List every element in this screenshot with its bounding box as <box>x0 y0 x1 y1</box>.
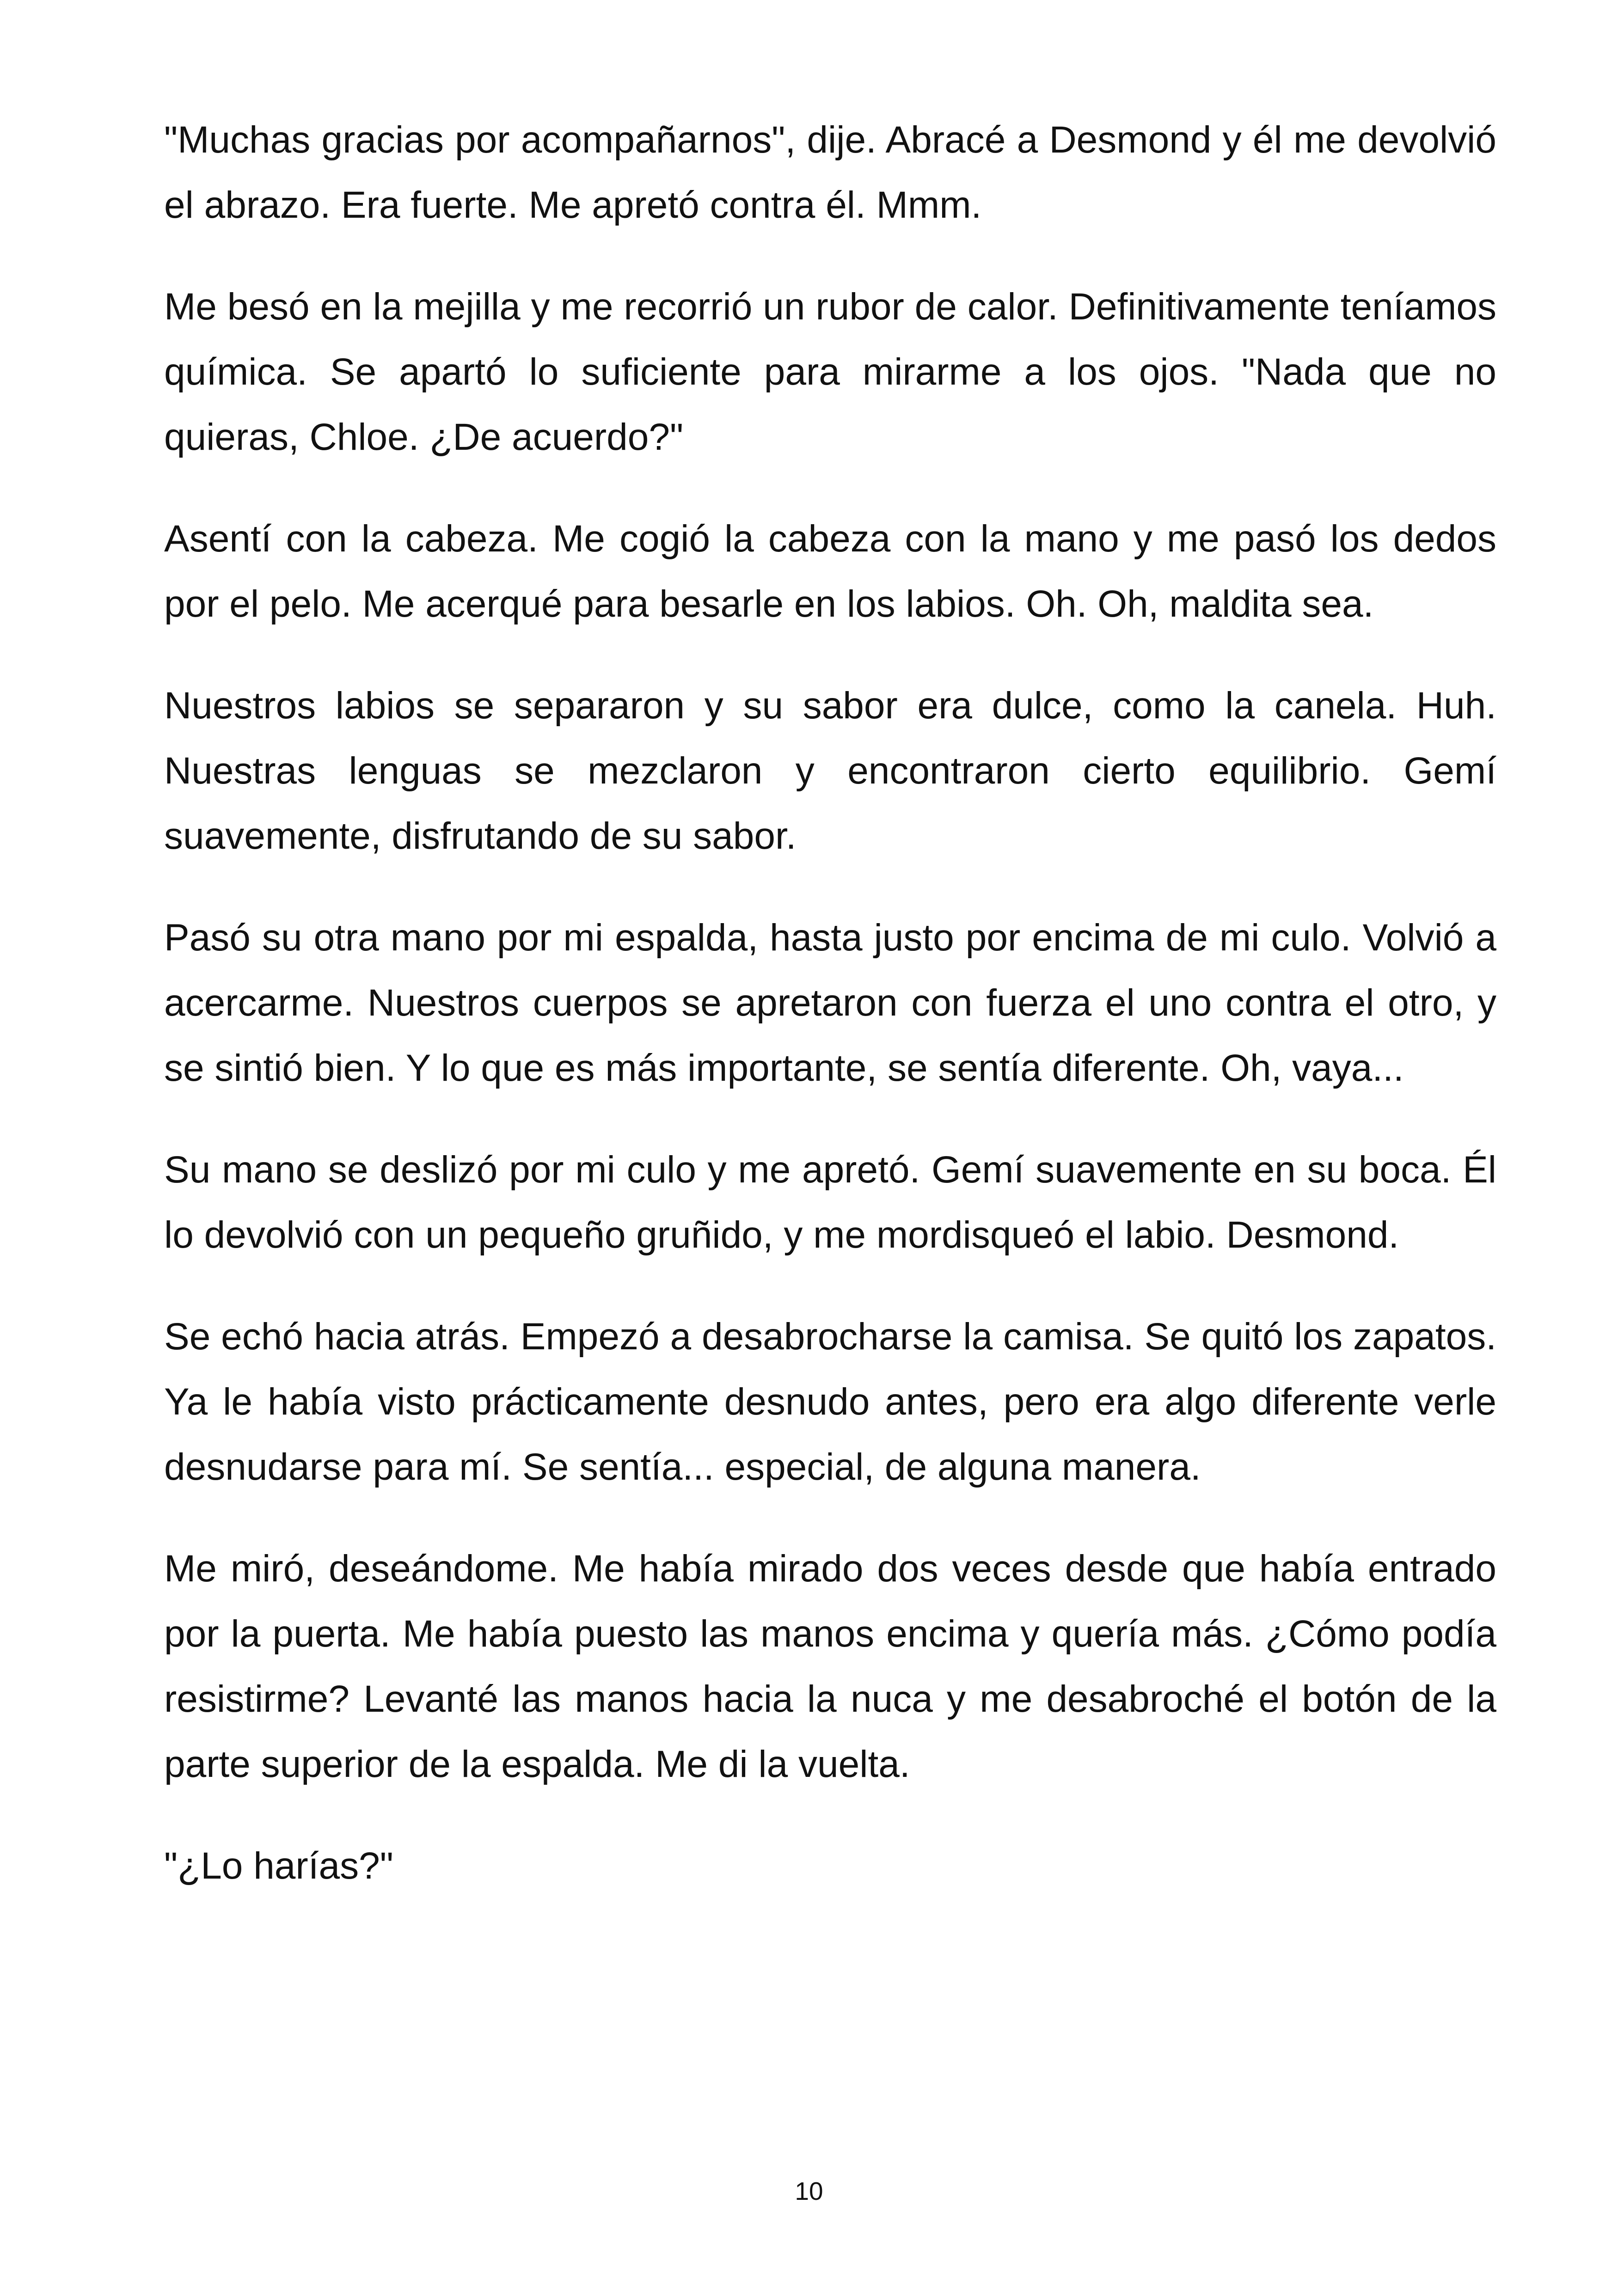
paragraph-1: "Muchas gracias por acompañarnos", dije. Abracé a Desmond y él me devolvió el abrazo. Era fuerte. Me apretó contra él. Mmm. <box>164 119 1496 226</box>
paragraph-8: Me miró, deseándome. Me había mirado dos veces desde que había entrado por la puerta. Me había puesto las manos encima y quería más. ¿Cómo podía resistirme? Levanté las manos hacia la nuca y me desabroché el botón de la parte superior de la espalda. Me di la vuelta. <box>164 1548 1496 1785</box>
paragraph-9: "¿Lo harías?" <box>164 1845 393 1887</box>
paragraph-5: Pasó su otra mano por mi espalda, hasta justo por encima de mi culo. Volvió a acercarme. Nuestros cuerpos se apretaron con fuerza el uno contra el otro, y se sintió bien. Y lo que es más importante, se sentía diferente. Oh, vaya... <box>164 917 1496 1089</box>
body-text <box>164 107 1496 1898</box>
paragraph-3: Asentí con la cabeza. Me cogió la cabeza con la mano y me pasó los dedos por el pelo. Me acerqué para besarle en los labios. Oh. Oh, maldita sea. <box>164 518 1496 625</box>
paragraph-2: Me besó en la mejilla y me recorrió un rubor de calor. Definitivamente teníamos química. Se apartó lo suficiente para mirarme a los ojos. "Nada que no quieras, Chloe. ¿De acuerdo?" <box>164 286 1496 458</box>
paragraph-7: Se echó hacia atrás. Empezó a desabrocharse la camisa. Se quitó los zapatos. Ya le había visto prácticamente desnudo antes, pero era algo diferente verle desnudarse para mí. Se sentía... especial, de alguna manera. <box>164 1316 1496 1488</box>
paragraph-4: Nuestros labios se separaron y su sabor era dulce, como la canela. Huh. Nuestras lenguas se mezclaron y encontraron cierto equilibrio. Gemí suavemente, disfrutando de su sabor. <box>164 685 1496 857</box>
page-number: 10 <box>795 2177 823 2205</box>
paragraph-6: Su mano se deslizó por mi culo y me apretó. Gemí suavemente en su boca. Él lo devolvió con un pequeño gruñido, y me mordisqueó el labio. Desmond. <box>164 1149 1496 1256</box>
